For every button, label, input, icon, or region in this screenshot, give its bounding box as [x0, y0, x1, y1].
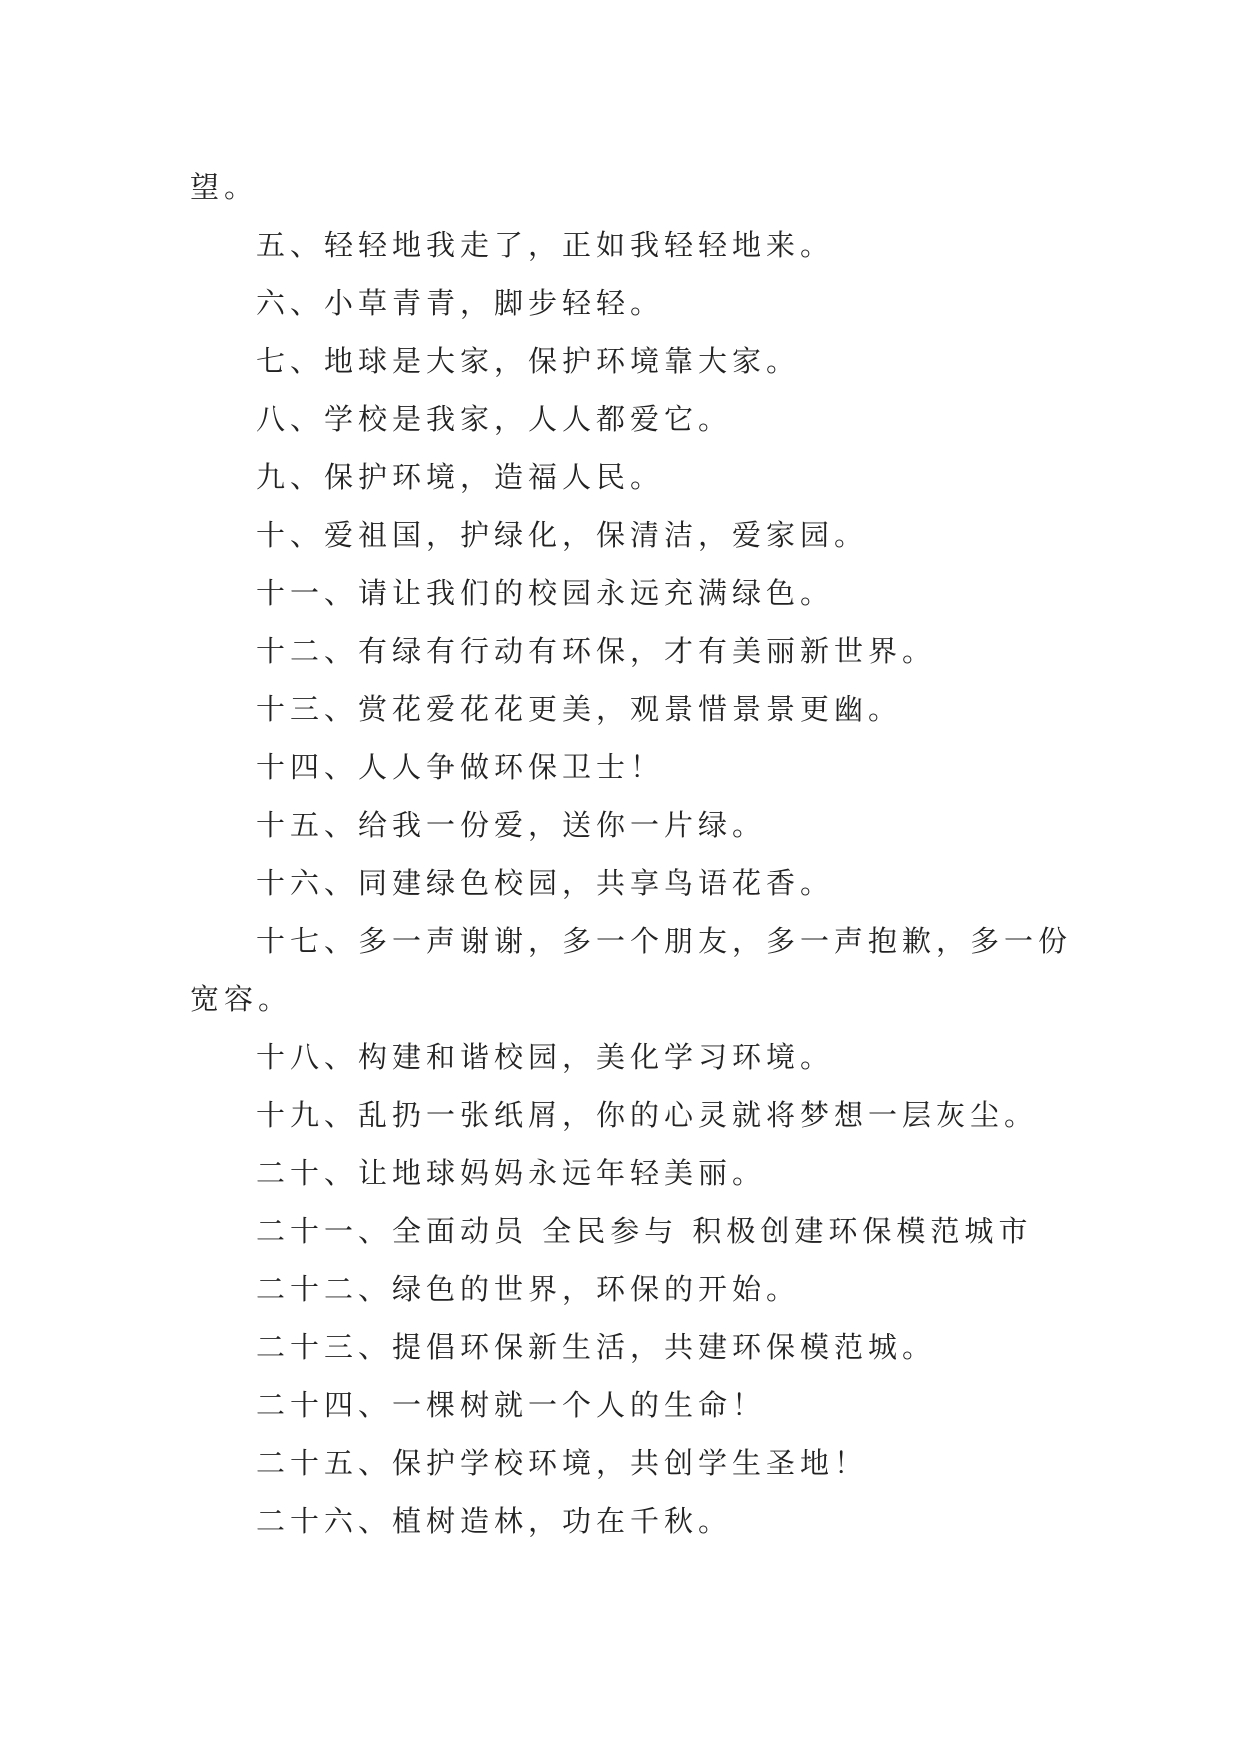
slogan-list — [190, 158, 1073, 1550]
slogan-item-17: 十七、多一声谢谢，多一个朋友，多一声抱歉，多一份 — [256, 924, 1073, 958]
slogan-item-23: 二十三、提倡环保新生活，共建环保模范城。 — [256, 1330, 937, 1364]
slogan-item-15: 十五、给我一份爱，送你一片绿。 — [256, 808, 767, 842]
slogan-item-11: 十一、请让我们的校园永远充满绿色。 — [256, 576, 835, 610]
slogan-item-8: 八、学校是我家，人人都爱它。 — [256, 402, 733, 436]
slogan-item-12: 十二、有绿有行动有环保，才有美丽新世界。 — [256, 634, 937, 668]
slogan-item-26: 二十六、植树造林，功在千秋。 — [256, 1504, 733, 1538]
slogan-item-22: 二十二、绿色的世界，环保的开始。 — [256, 1272, 801, 1306]
slogan-item-10: 十、爱祖国，护绿化，保清洁，爱家园。 — [256, 518, 869, 552]
slogan-item-6: 六、小草青青，脚步轻轻。 — [256, 286, 665, 320]
slogan-item-9: 九、保护环境，造福人民。 — [256, 460, 665, 494]
slogan-item-14: 十四、人人争做环保卫士！ — [256, 750, 665, 784]
slogan-item-17-continuation: 宽容。 — [190, 982, 293, 1016]
slogan-item-5: 五、轻轻地我走了，正如我轻轻地来。 — [256, 228, 835, 262]
slogan-item-7: 七、地球是大家，保护环境靠大家。 — [256, 344, 801, 378]
slogan-item-16: 十六、同建绿色校园，共享鸟语花香。 — [256, 866, 835, 900]
slogan-item-20: 二十、让地球妈妈永远年轻美丽。 — [256, 1156, 767, 1190]
slogan-item-19: 十九、乱扔一张纸屑，你的心灵就将梦想一层灰尘。 — [256, 1098, 1039, 1132]
slogan-item-25: 二十五、保护学校环境，共创学生圣地！ — [256, 1446, 869, 1480]
slogan-item-21: 二十一、全面动员 全民参与 积极创建环保模范城市 — [256, 1214, 1033, 1248]
slogan-item-24: 二十四、一棵树就一个人的生命！ — [256, 1388, 767, 1422]
slogan-item-13: 十三、赏花爱花花更美，观景惜景景更幽。 — [256, 692, 903, 726]
slogan-item-18: 十八、构建和谐校园，美化学习环境。 — [256, 1040, 835, 1074]
continuation-line: 望。 — [190, 170, 259, 204]
